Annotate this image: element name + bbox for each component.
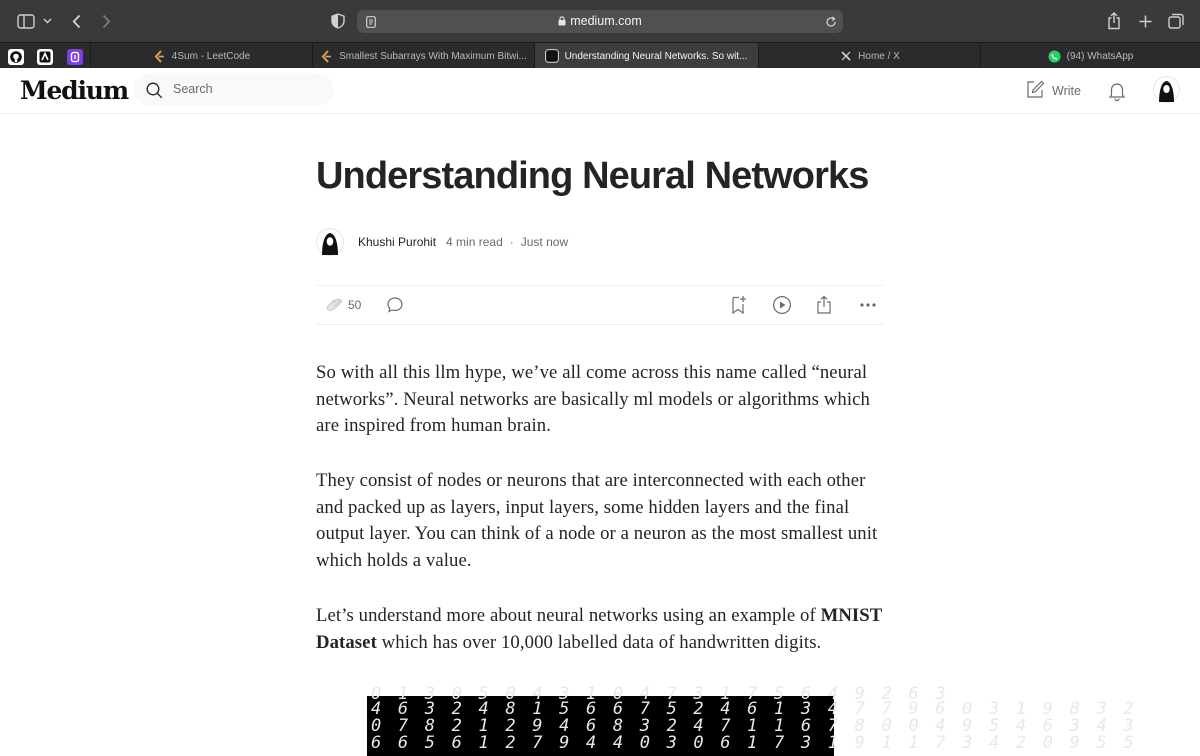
article-paragraph: They consist of nodes or neurons that are interconnected with each other and packed up as layers, input layers, some hidden layers and the final output layer. You can think of a node or a neuron as the most smallest unit which holds a value. (316, 470, 878, 571)
tab-whatsapp[interactable] (980, 43, 1200, 69)
tab-bar (0, 42, 1200, 68)
byline (316, 227, 568, 257)
lock-icon (558, 15, 566, 29)
github-icon (8, 49, 24, 65)
pinned-tab[interactable] (34, 46, 55, 67)
app-icon (37, 49, 53, 65)
tab-leetcode-4sum[interactable] (90, 43, 312, 69)
search-icon (145, 81, 163, 99)
clap-icon (324, 295, 344, 315)
clap-count: 50 (348, 298, 362, 312)
bell-icon[interactable] (1107, 80, 1127, 102)
bookmark-button[interactable] (729, 286, 747, 324)
article-paragraph: So with all this llm hype, we’ve all come across this name called “neural networks”. Neural networks are basically ml models or algorithms which are inspired from human brain. (316, 362, 870, 437)
digit-row: 4 6 3 2 4 8 1 5 6 6 7 5 2 4 6 1 3 4 7 7 9 6 0 3 1 9 8 3 2 (371, 699, 1137, 719)
search-placeholder: Search (173, 82, 213, 96)
tab-label: Home / X (858, 50, 900, 62)
share-icon[interactable] (1104, 10, 1124, 32)
search-input[interactable] (134, 73, 334, 106)
article-paragraph (316, 603, 886, 656)
site-header (0, 68, 1200, 114)
tab-label: Understanding Neural Networks. So wit... (564, 50, 748, 62)
play-icon (772, 295, 792, 315)
tab-label: 4Sum - LeetCode (171, 50, 251, 62)
browser-toolbar (0, 0, 1200, 42)
published-time: Just now (520, 235, 569, 249)
digit-row: 6 6 5 6 1 2 7 9 4 4 0 3 0 6 1 7 3 1 9 1 1 7 3 4 2 0 9 5 5 (371, 733, 1137, 753)
write-icon (1026, 80, 1045, 102)
leetcode-icon (320, 50, 333, 63)
tab-overview-icon[interactable] (1166, 11, 1186, 31)
pinned-tab[interactable] (64, 46, 85, 67)
leetcode-icon (153, 50, 166, 63)
share-icon (816, 295, 832, 315)
share-button[interactable] (816, 286, 832, 324)
author-name[interactable]: Khushi Purohit (358, 235, 437, 249)
whatsapp-icon (1048, 50, 1061, 63)
write-label: Write (1052, 84, 1081, 98)
author-avatar[interactable] (316, 228, 344, 256)
bookmark-add-icon (729, 295, 747, 315)
clap-button[interactable] (324, 286, 361, 324)
tab-x-home[interactable] (758, 43, 980, 69)
more-button[interactable] (859, 286, 877, 324)
paragraph-text: Let’s understand more about neural networks using an example of (316, 605, 821, 626)
chevron-down-icon[interactable] (40, 13, 54, 29)
digit-row: 0 1 3 0 5 0 4 3 1 0 4 7 3 1 7 5 6 4 9 2 6 3 (371, 684, 949, 704)
write-button[interactable] (1026, 80, 1081, 102)
url-value: medium.com (570, 14, 642, 28)
reload-icon[interactable] (823, 14, 839, 30)
sidebar-icon[interactable] (16, 12, 36, 30)
forward-icon[interactable] (97, 11, 115, 31)
read-time: 4 min read (446, 235, 503, 249)
paragraph-text: which has over 10,000 labelled data of handwritten digits. (376, 631, 822, 653)
comment-button[interactable] (386, 286, 404, 324)
listen-button[interactable] (772, 286, 792, 324)
tab-label: Smallest Subarrays With Maximum Bitwi... (339, 50, 527, 62)
medium-logo[interactable]: Medium (20, 76, 128, 105)
url-text (357, 14, 843, 29)
tab-leetcode-subarrays[interactable] (312, 43, 534, 69)
more-icon (859, 302, 877, 308)
new-tab-icon[interactable] (1135, 11, 1155, 31)
article-actions-bar (316, 285, 884, 325)
pinned-tab[interactable] (5, 46, 26, 67)
medium-icon (546, 50, 559, 63)
back-icon[interactable] (67, 11, 85, 31)
purple-app-icon (67, 49, 83, 65)
article-title: Understanding Neural Networks (316, 155, 869, 197)
tab-medium-article[interactable] (534, 43, 758, 69)
meta-separator: · (509, 235, 514, 249)
x-icon (839, 50, 852, 63)
mnist-image (367, 684, 1137, 756)
address-bar[interactable] (357, 10, 843, 33)
comment-icon (386, 296, 404, 314)
avatar[interactable] (1153, 76, 1180, 103)
mnist-bold-text: MNIST Dataset (316, 605, 883, 653)
digit-row: 0 7 8 2 1 2 9 4 6 8 3 2 4 7 1 1 6 7 8 0 0 4 9 5 4 6 3 4 3 (371, 716, 1137, 736)
tab-label: (94) WhatsApp (1066, 50, 1134, 62)
shield-icon[interactable] (329, 12, 347, 30)
